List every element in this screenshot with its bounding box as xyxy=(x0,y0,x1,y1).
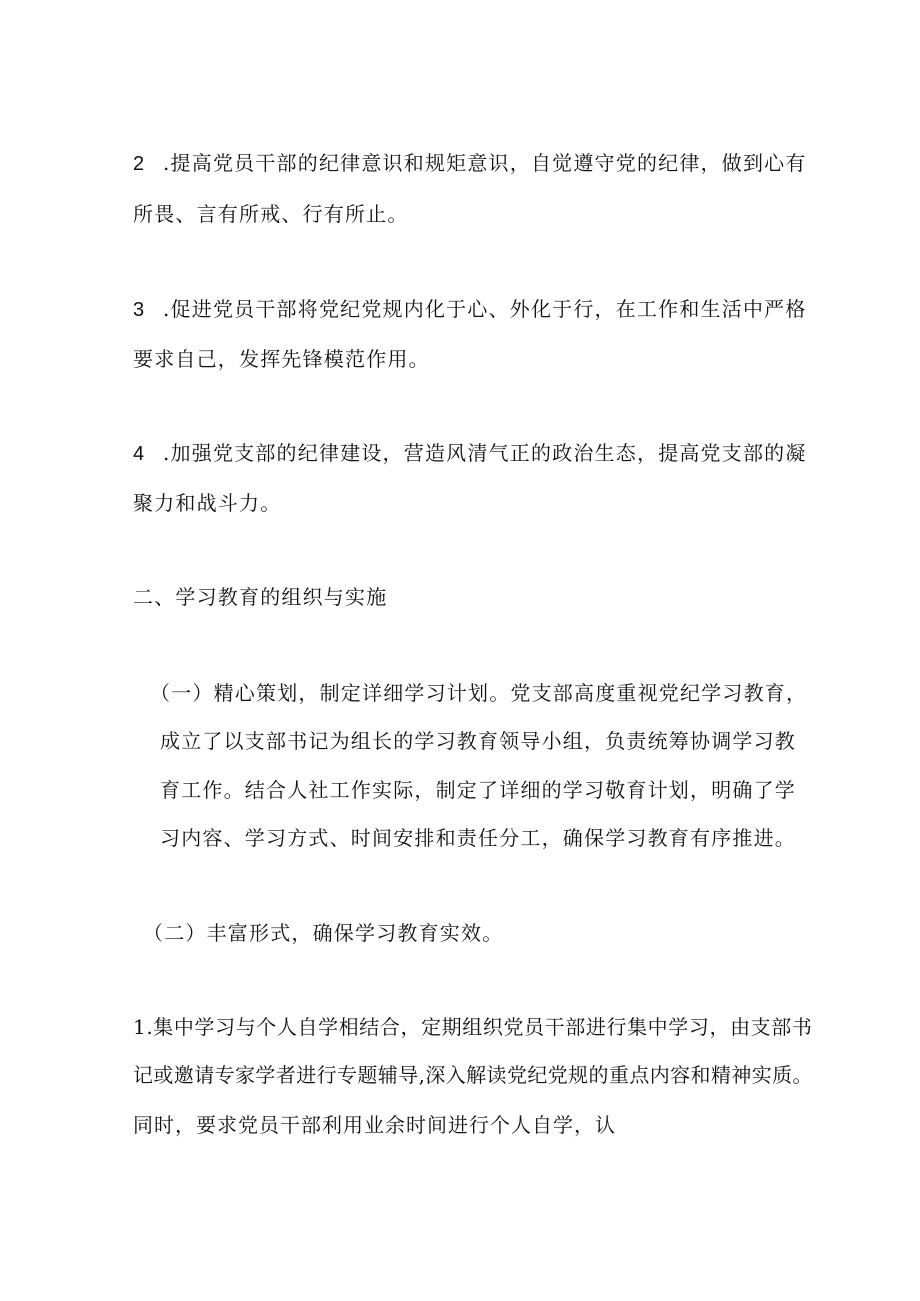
list-item-2-line-1 xyxy=(133,151,807,176)
list-item-4-text: .加强党支部的纪律建设，营造风清气正的政治生态，提高党支部的凝 xyxy=(163,441,807,465)
list-item-4-line-1 xyxy=(133,441,807,466)
subsection-1-line-2: 成立了以支部书记为组长的学习教育领导小组，负责统筹协调学习教 xyxy=(160,729,796,753)
list-item-3-line-1 xyxy=(133,297,807,322)
subsection-1-line-1: （一）精心策划，制定详细学习计划。党支部高度重视党纪学习教育， xyxy=(150,681,808,705)
subsection-2-heading: （二）丰富形式，确保学习教育实效。 xyxy=(143,921,504,945)
list-item-3-line-2: 要求自己，发挥先锋模范作用。 xyxy=(133,347,430,371)
section-heading: 二、学习教育的组织与实施 xyxy=(133,585,388,609)
subsection-1-line-4: 习内容、学习方式、时间安排和责任分工，确保学习教育有序推进。 xyxy=(160,826,796,850)
paragraph-line-2: 记或邀请专家学者进行专题辅导,深入解读党纪党规的重点内容和精神实质。 xyxy=(133,1063,813,1087)
list-item-3-text: .促进党员干部将党纪党规内化于心、外化于行，在工作和生活中严格 xyxy=(163,297,807,321)
list-item-4-number: 4 xyxy=(133,443,146,465)
paragraph-line-3: 同时，要求党员干部利用业余时间进行个人自学，认 xyxy=(133,1113,616,1137)
list-item-2-number: 2 xyxy=(133,153,146,175)
list-item-2-line-2: 所畏、言有所戒、行有所止。 xyxy=(133,202,409,226)
paragraph-line-1: 1.集中学习与个人自学相结合，定期组织党员干部进行集中学习，由支部书 xyxy=(133,1015,813,1039)
list-item-4-line-2: 聚力和战斗力。 xyxy=(133,491,282,515)
list-item-2-text: .提高党员干部的纪律意识和规矩意识，自觉遵守党的纪律，做到心有 xyxy=(163,151,807,175)
subsection-1-line-3: 育工作。结合人社工作实际，制定了详细的学习敬育计划，明确了学 xyxy=(160,778,796,802)
list-item-3-number: 3 xyxy=(133,299,146,321)
